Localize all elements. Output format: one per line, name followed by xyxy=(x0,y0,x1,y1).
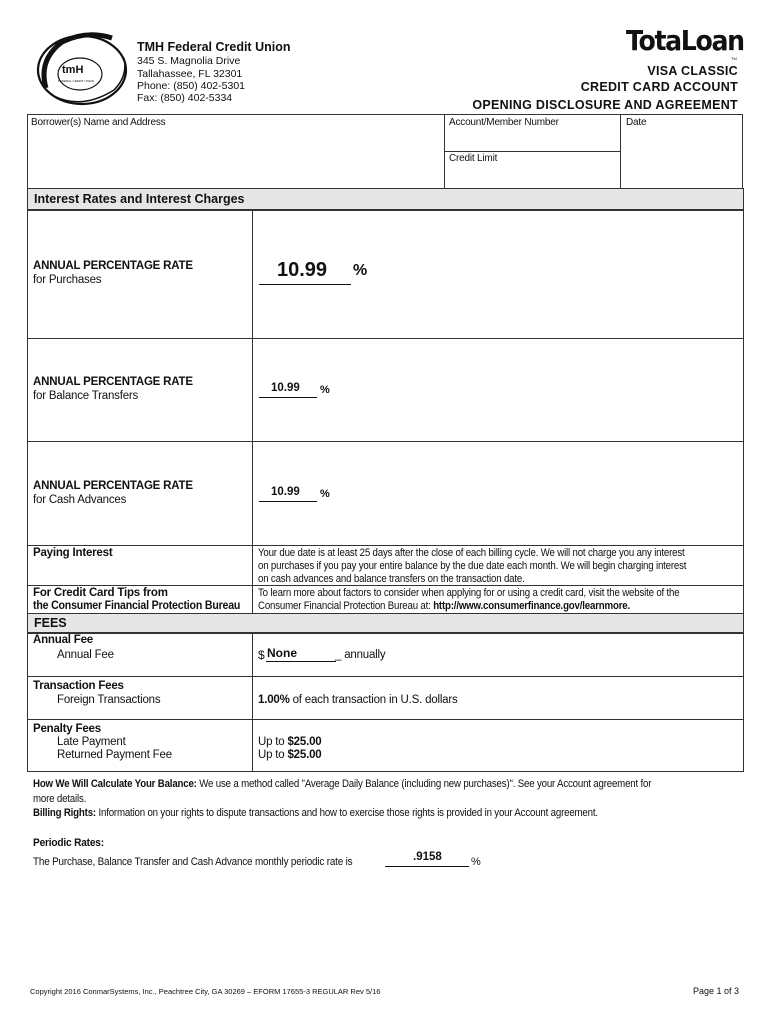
foreign-transactions-text xyxy=(258,694,458,706)
logo-text: tmH xyxy=(62,64,84,76)
late-payment-up-to: Up to xyxy=(258,736,288,748)
title-opening-disclosure: OPENING DISCLOSURE AND AGREEMENT xyxy=(472,98,738,112)
apr-balance-value: 10.99 xyxy=(271,382,300,394)
annual-fee-label: Annual Fee xyxy=(57,649,114,661)
account-number-label: Account/Member Number xyxy=(449,117,559,128)
billing-rights-text xyxy=(33,807,598,819)
returned-payment-up-to: Up to xyxy=(258,749,288,761)
billing-rights-body: Information on your rights to dispute transactions and how to exercise those rights is provided in your Account agreement. xyxy=(95,807,598,819)
annual-fee-value: None xyxy=(267,646,297,660)
apr-purchases-value-field[interactable] xyxy=(259,258,351,285)
cfpb-label-2: the Consumer Financial Protection Bureau xyxy=(33,600,241,612)
cfpb-label-1: For Credit Card Tips from xyxy=(33,587,168,599)
credit-limit-label: Credit Limit xyxy=(449,153,498,164)
returned-payment-label: Returned Payment Fee xyxy=(57,749,172,761)
brand-logo: TotaLoan xyxy=(626,24,744,57)
date-field[interactable] xyxy=(622,130,740,186)
title-visa-classic: VISA CLASSIC xyxy=(647,64,738,78)
account-number-field[interactable] xyxy=(446,130,618,150)
apr-purchases-value: 10.99 xyxy=(277,259,328,281)
annual-fee-value-field[interactable] xyxy=(266,647,336,662)
cfpb-text-1: To learn more about factors to consider when applying for or using a credit card, visit the website of the xyxy=(258,587,680,599)
late-payment-label: Late Payment xyxy=(57,736,126,748)
foreign-transactions-suffix: of each transaction in U.S. dollars xyxy=(289,694,458,706)
balance-calculation-text xyxy=(33,778,651,790)
periodic-rate-value-field[interactable] xyxy=(385,851,469,867)
apr-cash-value: 10.99 xyxy=(271,486,300,498)
section-title-fees: FEES xyxy=(34,616,67,630)
balance-calculation-body: We use a method called "Average Daily Balance (including new purchases)". See your Account agreement for xyxy=(196,778,652,790)
logo-subtext: FEDERAL CREDIT UNION xyxy=(58,79,95,83)
paying-interest-text-3: on cash advances and balance transfers on the transaction date. xyxy=(258,573,525,585)
billing-rights-label: Billing Rights: xyxy=(33,807,96,819)
late-payment-text xyxy=(258,736,321,748)
apr-balance-sub: for Balance Transfers xyxy=(33,390,139,402)
annual-fee-suffix: _ annually xyxy=(335,649,386,661)
apr-balance-label: ANNUAL PERCENTAGE RATE xyxy=(33,376,193,388)
periodic-rates-label: Periodic Rates: xyxy=(33,837,104,849)
phone: Phone: (850) 402-5301 xyxy=(137,80,245,92)
balance-calculation-text-2: more details. xyxy=(33,793,87,805)
apr-cash-value-field[interactable] xyxy=(259,486,317,502)
periodic-rate-value: .9158 xyxy=(413,851,442,863)
apr-purchases-sub: for Purchases xyxy=(33,274,102,286)
annual-fee-heading: Annual Fee xyxy=(33,634,93,646)
cfpb-text-prefix: Consumer Financial Protection Bureau at: xyxy=(258,600,434,612)
credit-union-name: TMH Federal Credit Union xyxy=(137,40,291,54)
balance-calculation-label: How We Will Calculate Your Balance: xyxy=(33,778,197,790)
cfpb-text-2 xyxy=(258,600,630,612)
paying-interest-text-1: Your due date is at least 25 days after the close of each billing cycle. We will not charge you any interest xyxy=(258,547,685,559)
copyright: Copyright 2016 ConmarSystems, Inc., Peachtree City, GA 30269 – EFORM 17655-3 REGULAR Rev 5/16 xyxy=(30,987,381,996)
page-number: Page 1 of 3 xyxy=(692,986,739,996)
cfpb-link[interactable]: http://www.consumerfinance.gov/learnmore. xyxy=(433,600,631,612)
borrower-field-label: Borrower(s) Name and Address xyxy=(31,117,166,128)
address-line-1: 345 S. Magnolia Drive xyxy=(137,55,241,67)
transaction-fees-heading: Transaction Fees xyxy=(33,680,124,692)
fax: Fax: (850) 402-5334 xyxy=(137,92,233,104)
paying-interest-text-2: on purchases if you pay your entire balance by the due date each month. We will begin charging interest xyxy=(258,560,687,572)
periodic-rate-percent: % xyxy=(471,856,481,868)
address-line-2: Tallahassee, FL 32301 xyxy=(137,68,243,80)
tmh-logo xyxy=(32,30,132,108)
brand-trademark: TM xyxy=(731,56,737,61)
borrower-field[interactable] xyxy=(28,130,442,186)
apr-balance-percent: % xyxy=(320,384,330,396)
penalty-fees-heading: Penalty Fees xyxy=(33,723,101,735)
title-credit-card-account: CREDIT CARD ACCOUNT xyxy=(580,80,738,94)
periodic-rates-text: The Purchase, Balance Transfer and Cash Advance monthly periodic rate is xyxy=(33,856,353,868)
date-label: Date xyxy=(626,117,647,128)
apr-cash-sub: for Cash Advances xyxy=(33,494,127,506)
returned-payment-text xyxy=(258,749,321,761)
section-title-interest: Interest Rates and Interest Charges xyxy=(34,192,245,206)
foreign-transactions-value: 1.00% xyxy=(258,694,290,706)
returned-payment-value: $25.00 xyxy=(287,749,322,761)
annual-fee-dollar: $ xyxy=(258,648,265,662)
paying-interest-label: Paying Interest xyxy=(33,547,113,559)
credit-limit-field[interactable] xyxy=(446,166,618,186)
apr-purchases-percent: % xyxy=(353,262,368,279)
section-header-interest xyxy=(27,188,744,211)
apr-cash-label: ANNUAL PERCENTAGE RATE xyxy=(33,480,193,492)
foreign-transactions-label: Foreign Transactions xyxy=(57,694,161,706)
apr-purchases-label: ANNUAL PERCENTAGE RATE xyxy=(33,260,193,272)
section-header-fees xyxy=(27,613,744,634)
apr-cash-percent: % xyxy=(320,488,330,500)
apr-balance-value-field[interactable] xyxy=(259,382,317,398)
late-payment-value: $25.00 xyxy=(287,736,322,748)
